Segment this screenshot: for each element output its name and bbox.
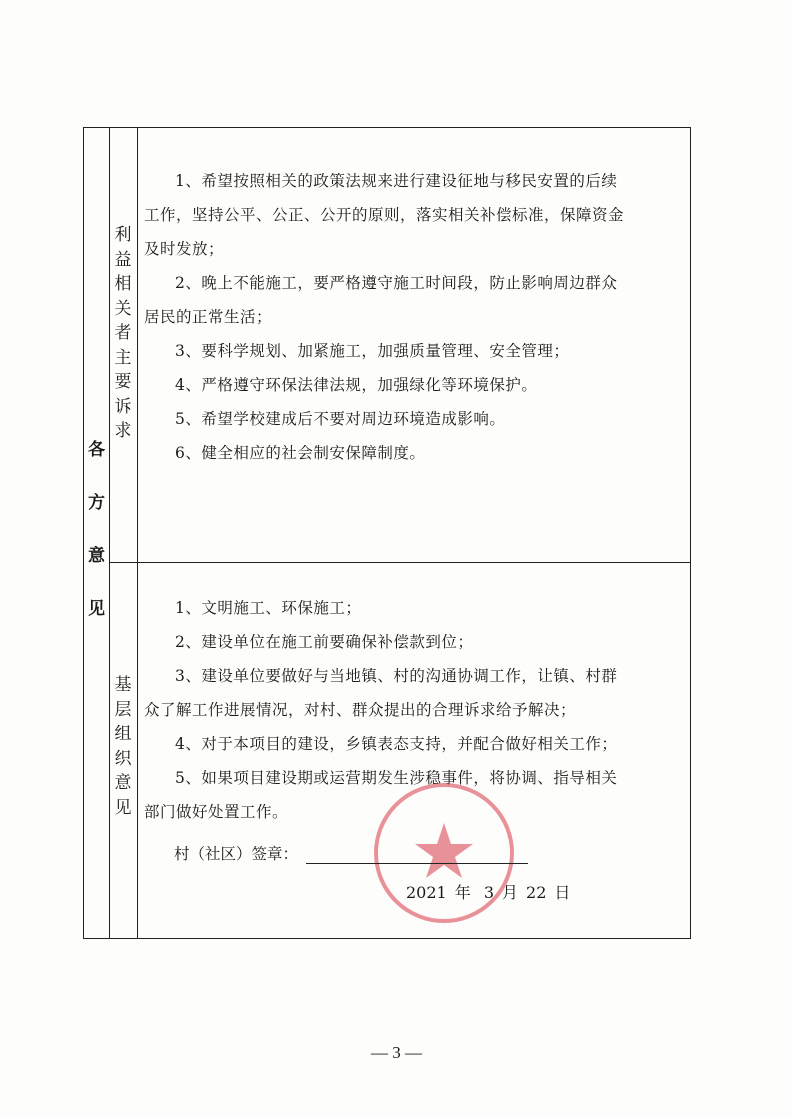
date-year-unit: 年	[454, 883, 471, 902]
label-char: 要	[114, 372, 132, 392]
date-month-unit: 月	[502, 883, 519, 902]
label-char: 关	[114, 298, 132, 319]
date-month: 3	[483, 883, 495, 902]
demand-item: 2、晚上不能施工，要严格遵守施工时间段，防止影响周边群众	[175, 274, 618, 292]
label-char: 组	[114, 724, 132, 744]
label-char: 者	[114, 323, 132, 343]
signature-line	[306, 843, 528, 864]
section-divider	[109, 562, 690, 563]
grassroots-opinion-label	[109, 673, 137, 820]
label-char: 织	[114, 748, 132, 769]
page-number: — 3 —	[371, 1043, 422, 1062]
demand-item: 5、希望学校建成后不要对周边环境造成影响。	[175, 410, 506, 428]
label-char: 意	[114, 773, 132, 793]
outer-label-char: 见	[88, 599, 105, 619]
demand-item: 4、严格遵守环保法律法规，加强绿化等环境保护。	[175, 376, 538, 394]
outer-label-char: 方	[88, 493, 105, 513]
label-char: 层	[114, 699, 132, 720]
demand-item: 工作，坚持公平、公正、公开的原则，落实相关补偿标准，保障资金	[144, 206, 625, 224]
label-char: 诉	[114, 396, 132, 417]
stakeholder-demands-text	[144, 164, 680, 470]
opinion-item: 部门做好处置工作。	[144, 803, 289, 821]
opinion-item: 5、如果项目建设期或运营期发生涉稳事件，将协调、指导相关	[175, 769, 618, 787]
label-char: 见	[114, 797, 132, 818]
opinion-item: 4、对于本项目的建设，乡镇表态支持，并配合做好相关工作；	[175, 735, 618, 753]
label-char: 求	[114, 421, 132, 441]
signature-row	[174, 842, 528, 864]
opinion-item: 众了解工作进展情况，对村、群众提出的合理诉求给予解决；	[144, 701, 577, 719]
opinion-item: 2、建设单位在施工前要确保补偿款到位；	[175, 633, 474, 651]
demand-item: 3、要科学规划、加紧施工，加强质量管理、安全管理；	[175, 342, 570, 360]
outer-label-char: 各	[88, 440, 105, 460]
demand-item: 6、健全相应的社会制安保障制度。	[175, 444, 426, 462]
all-parties-opinion-label	[84, 424, 109, 636]
label-char: 益	[114, 249, 132, 270]
date-day-unit: 日	[554, 883, 571, 902]
opinion-item: 1、文明施工、环保施工；	[175, 599, 362, 617]
opinion-table	[83, 127, 691, 939]
demand-item: 居民的正常生活；	[144, 308, 273, 326]
sign-label: 村（社区）签章：	[174, 845, 299, 863]
label-char: 相	[114, 274, 132, 294]
outer-label-char: 意	[88, 546, 105, 566]
stakeholder-demands-label	[109, 223, 137, 444]
date-row	[402, 880, 574, 903]
label-char: 基	[114, 675, 132, 695]
demand-item: 1、希望按照相关的政策法规来进行建设征地与移民安置的后续	[175, 172, 618, 190]
label-char: 利	[114, 225, 132, 245]
date-year: 2021	[406, 883, 447, 902]
date-day: 22	[526, 883, 547, 902]
opinion-item: 3、建设单位要做好与当地镇、村的沟通协调工作，让镇、村群	[175, 667, 618, 685]
demand-item: 及时发放；	[144, 240, 225, 258]
label-char: 主	[114, 347, 132, 368]
